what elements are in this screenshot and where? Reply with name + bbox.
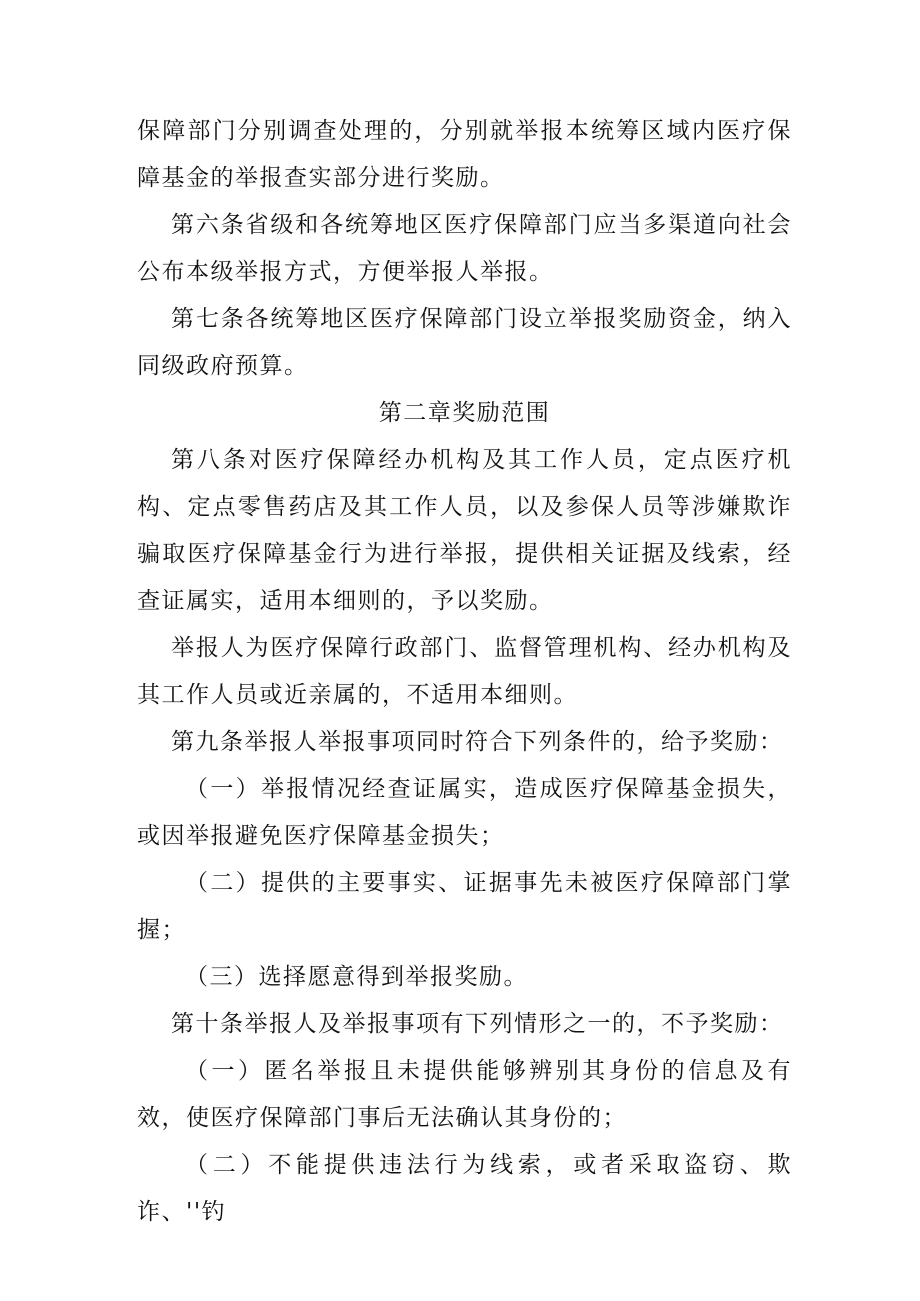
article-8-exclusion: 举报人为医疗保障行政部门、监督管理机构、经办机构及其工作人员或近亲属的，不适用本细则。 [137,635,792,708]
article-10-item-1: （一）匿名举报且未提供能够辨别其身份的信息及有效，使医疗保障部门事后无法确认其身份的； [137,1058,792,1131]
article-10: 第十条举报人及举报事项有下列情形之一的，不予奖励： [171,1011,784,1037]
article-9-item-2: （二）提供的主要事实、证据事先未被医疗保障部门掌握； [137,870,792,943]
article-9: 第九条举报人举报事项同时符合下列条件的，给予奖励： [171,729,784,755]
chapter-heading: 第二章奖励范围 [378,400,551,426]
article-9-item-1: （一）举报情况经查证属实，造成医疗保障基金损失，或因举报避免医疗保障基金损失； [137,776,792,849]
paragraph-continuation: 保障部门分别调查处理的，分别就举报本统筹区域内医疗保障基金的举报查实部分进行奖励。 [137,118,792,191]
article-6: 第六条省级和各统筹地区医疗保障部门应当多渠道向社会公布本级举报方式，方便举报人举报。 [137,212,792,285]
article-10-item-2: （二）不能提供违法行为线索，或者采取盗窃、欺诈、''钓 [137,1152,792,1225]
article-8: 第八条对医疗保障经办机构及其工作人员，定点医疗机构、定点零售药店及其工作人员，以及参保人员等涉嫌欺诈骗取医疗保障基金行为进行举报，提供相关证据及线索，经查证属实，适用本细则的，予以奖励。 [137,447,792,614]
article-7: 第七条各统筹地区医疗保障部门设立举报奖励资金，纳入同级政府预算。 [137,306,792,379]
document-body [137,108,792,1236]
article-9-item-3: （三）选择愿意得到举报奖励。 [185,964,528,990]
